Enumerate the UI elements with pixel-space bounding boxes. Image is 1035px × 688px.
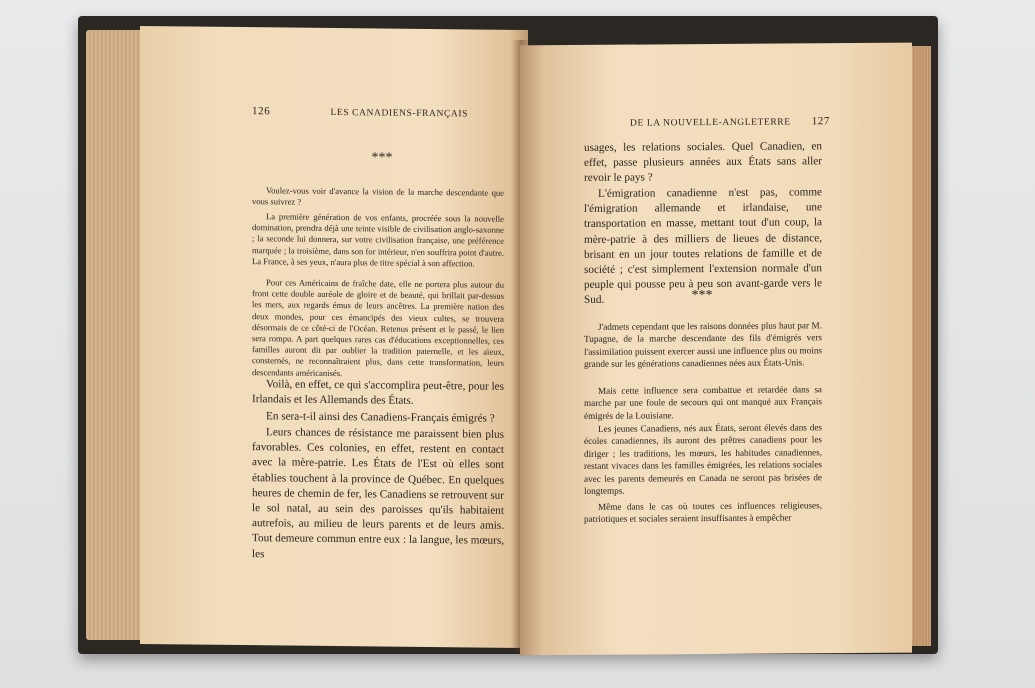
right-bottom-paragraph: J'admets cependant que les raisons données plus haut par M. Tupagne, de la marche descendante des fils d'émigrés vers l'assimilation puissent exercer aussi une influence plus ou moins grande sur les générations canadiennes nées aux États-Unis.: [584, 320, 822, 370]
right-page-number: 127: [811, 115, 830, 128]
left-large-paragraph: Leurs chances de résistance me paraissent bien plus favorables. Ces colonies, en effet, restent en contact avec la mère-patrie. Les États de l'Est où elles sont établies touchent à la province de Québec. En quelques heures de chemin de fer, les Canadiens se retrouvent sur le sol natal, au sein des paroisses qu'ils habitaient autrefois, au milieu de leurs parents et de leurs amis. Tout demeure commun entre eux : la langue, les mœurs, les: [252, 426, 504, 560]
right-top-paragraph: L'émigration canadienne n'est pas, comme l'émigration allemande et irlandaise, une transportation en masse, mettant tout d'un coup, la mère-patrie à des milliers de lieues de distance, brisant en un jour toutes relations de famille et de société ; c'est simplement l'extension normale d'un peuple qui pousse peu à peu son avant-garde vers le Sud.: [584, 186, 822, 307]
left-page: [140, 26, 528, 648]
right-running-title: DE LA NOUVELLE-ANGLETERRE: [630, 117, 791, 129]
left-running-head: [252, 105, 528, 120]
right-bottom-paragraph: Même dans le cas où toutes ces influences religieuses, patriotiques et sociales seraient insuffisantes à empêcher: [584, 500, 822, 525]
right-bottom-paragraph: Mais cette influence sera combattue et retardée dans sa marche par une foule de secours qui ont manqué aux Français émigrés de la Louisiane.: [584, 384, 822, 421]
right-top-paragraph: usages, les relations sociales. Quel Canadien, en effet, passe plusieurs années aux États sans aller revoir le pays ?: [584, 140, 822, 185]
left-page-number: 126: [252, 105, 271, 118]
left-large-paragraph: Voilà, en effet, ce qui s'accomplira peut-être, pour les Irlandais et les Allemands des États.: [252, 378, 505, 408]
left-small-paragraph: Pour ces Américains de fraîche date, elle ne portera plus autour du front cette double auréole de gloire et de beauté, qui brillait par-dessus les mers, aux regards émus de leurs ancêtres. La première nation des deux mondes, pour ces émancipés des vieux cultes, se trouvera désormais de ce côté-ci de l'Océan. Retenus présent et le passé, le lien sera rompu. A part quelques rares cas d'éducations exceptionnelles, ces familles auront dit par oublier la tradition paternelle, et les aïeux, consternés, ne reconnaîtraient plus, dans cette transformation, leurs descendants américanisés.: [252, 277, 504, 378]
right-section-separator: ***: [691, 288, 713, 304]
right-page: [520, 43, 912, 656]
left-small-paragraph: Voulez-vous voir d'avance la vision de la marche descendante que vous suivrez ?: [252, 185, 504, 207]
right-running-head: [630, 115, 830, 128]
left-large-paragraph: En sera-t-il ainsi des Canadiens-Français émigrés ?: [266, 410, 495, 425]
left-running-title: LES CANADIENS-FRANÇAIS: [330, 107, 468, 120]
left-section-separator: ***: [371, 150, 393, 166]
left-small-paragraph: La première génération de vos enfants, procréée sous la nouvelle domination, prendra déjà une teinte visible de civilisation anglo-saxonne ; la seconde lui donnera, sur votre civilisation française, une préférence marquée ; la troisième, dans son for intérieur, n'en souffrira point d'autre. La France, à ses yeux, n'aura plus de titre spécial à son affection.: [252, 211, 504, 269]
right-bottom-paragraph: Les jeunes Canadiens, nés aux États, seront élevés dans des écoles canadiennes, ils auront des prêtres canadiens pour les diriger ; les traditions, les mœurs, les habitudes canadiennes, restant vivaces dans les familles émigrées, les relations sociales avec les parents demeurés en Canada ne seront pas brisées de longtemps.: [584, 422, 822, 496]
